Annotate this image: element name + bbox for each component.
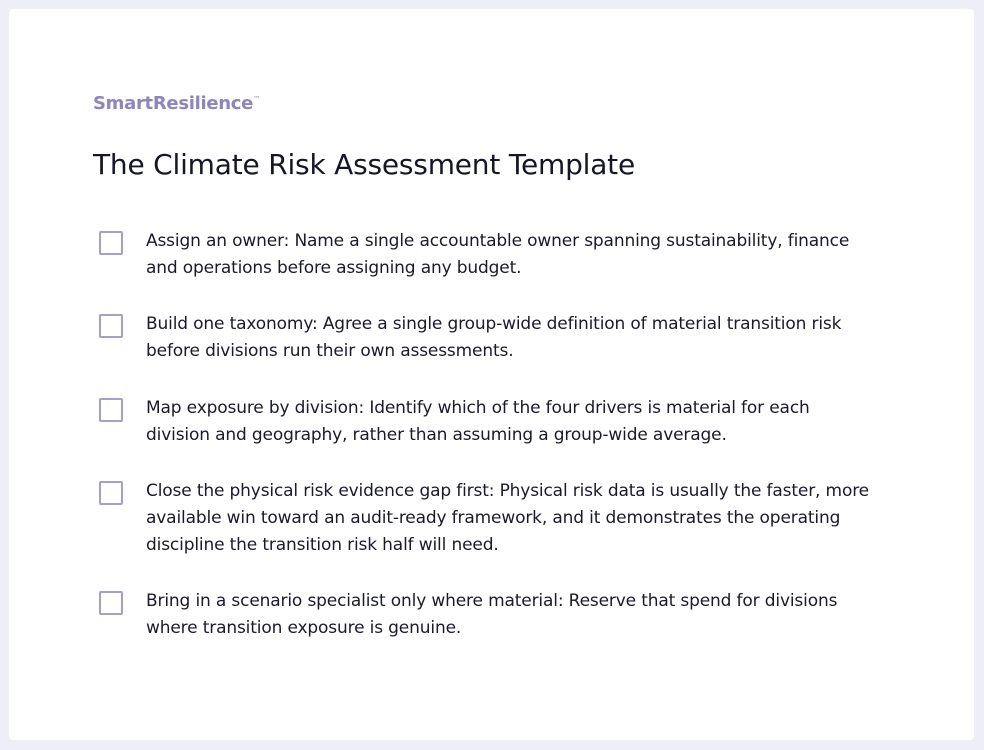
checkbox[interactable] <box>99 481 123 505</box>
trademark-symbol: ™ <box>253 95 260 103</box>
smartresilience-logo <box>93 93 260 114</box>
checklist-item-text: Bring in a scenario specialist only where material: Reserve that spend for divisions where transition exposure is genuine. <box>146 591 838 638</box>
page-title: The Climate Risk Assessment Template <box>93 148 635 181</box>
logo-name-suffix: Resilience <box>152 93 254 114</box>
logo-name-prefix: Smart <box>93 93 153 114</box>
checkbox[interactable] <box>99 591 123 615</box>
checklist-item-text: Build one taxonomy: Agree a single group-wide definition of material transition risk before divisions run their own assessments. <box>146 314 842 361</box>
checkbox[interactable] <box>99 398 123 422</box>
checkbox[interactable] <box>99 314 123 338</box>
checklist-item-text: Map exposure by division: Identify which of the four drivers is material for each division and geography, rather than assuming a group-wide average. <box>146 398 810 445</box>
checklist-item-text: Assign an owner: Name a single accountable owner spanning sustainability, finance and operations before assigning any budget. <box>146 231 850 278</box>
checkbox[interactable] <box>99 231 123 255</box>
checklist-item-text: Close the physical risk evidence gap first: Physical risk data is usually the faster, more available win toward an audit-ready framework, and it demonstrates the operating discipline the transition risk half will need. <box>146 481 869 555</box>
